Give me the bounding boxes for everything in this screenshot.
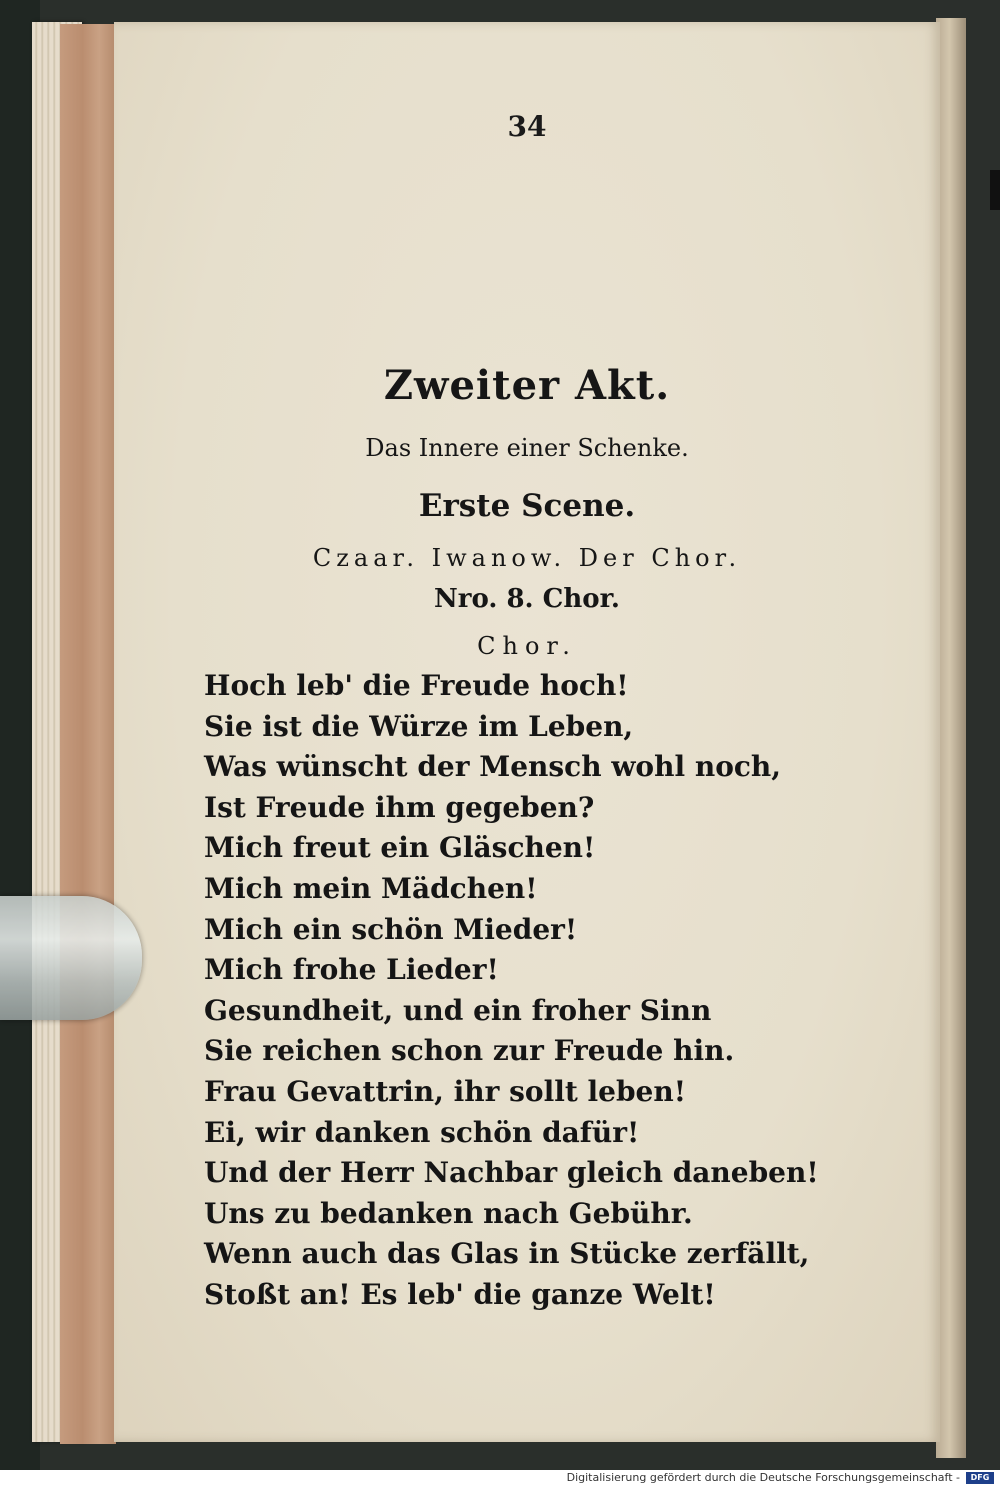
next-page-ink-mark xyxy=(990,170,1000,210)
verse-line: Was wünscht der Mensch wohl noch, xyxy=(204,750,782,784)
verse-lines xyxy=(204,666,819,1316)
character-list: Czaar. Iwanow. Der Chor. xyxy=(312,544,742,572)
verse-line: Mich frohe Lieder! xyxy=(204,953,499,987)
verse-line: Wenn auch das Glas in Stücke zerfällt, xyxy=(204,1237,810,1271)
act-title: Zweiter Akt. xyxy=(383,362,671,409)
verse-line: Sie ist die Würze im Leben, xyxy=(204,709,634,743)
verse-line: Ei, wir danken schön dafür! xyxy=(204,1115,640,1149)
footer-bar xyxy=(0,1470,1000,1487)
verse-line: Frau Gevattrin, ihr sollt leben! xyxy=(204,1074,687,1108)
verse-line: Hoch leb' die Freude hoch! xyxy=(204,669,629,702)
musical-number: Nro. 8. Chor. xyxy=(434,584,620,614)
next-page-edge xyxy=(936,18,966,1458)
verse-line: Gesundheit, und ein froher Sinn xyxy=(204,993,712,1027)
book-page xyxy=(114,22,940,1442)
page-holder-clip xyxy=(0,896,142,1020)
page-fore-edge xyxy=(60,24,116,1444)
verse-line: Und der Herr Nachbar gleich daneben! xyxy=(204,1156,819,1190)
verse-line: Mich mein Mädchen! xyxy=(204,871,538,905)
scene-title: Erste Scene. xyxy=(418,488,636,524)
page-number: 34 xyxy=(507,110,547,143)
funding-notice: Digitalisierung gefördert durch die Deutsche Forschungsgemeinschaft - xyxy=(566,1471,960,1484)
verse-line: Stoßt an! Es leb' die ganze Welt! xyxy=(204,1277,716,1311)
setting-description: Das Innere einer Schenke. xyxy=(365,434,689,462)
speaker-name: Chor. xyxy=(477,632,577,660)
verse-line: Sie reichen schon zur Freude hin. xyxy=(204,1034,735,1068)
verse-line: Mich ein schön Mieder! xyxy=(204,912,578,946)
dfg-logo: DFG xyxy=(966,1472,994,1484)
verse-line: Ist Freude ihm gegeben? xyxy=(204,790,595,824)
verse-line: Mich freut ein Gläschen! xyxy=(204,831,596,865)
verse-line: Uns zu bedanken nach Gebühr. xyxy=(204,1196,693,1230)
